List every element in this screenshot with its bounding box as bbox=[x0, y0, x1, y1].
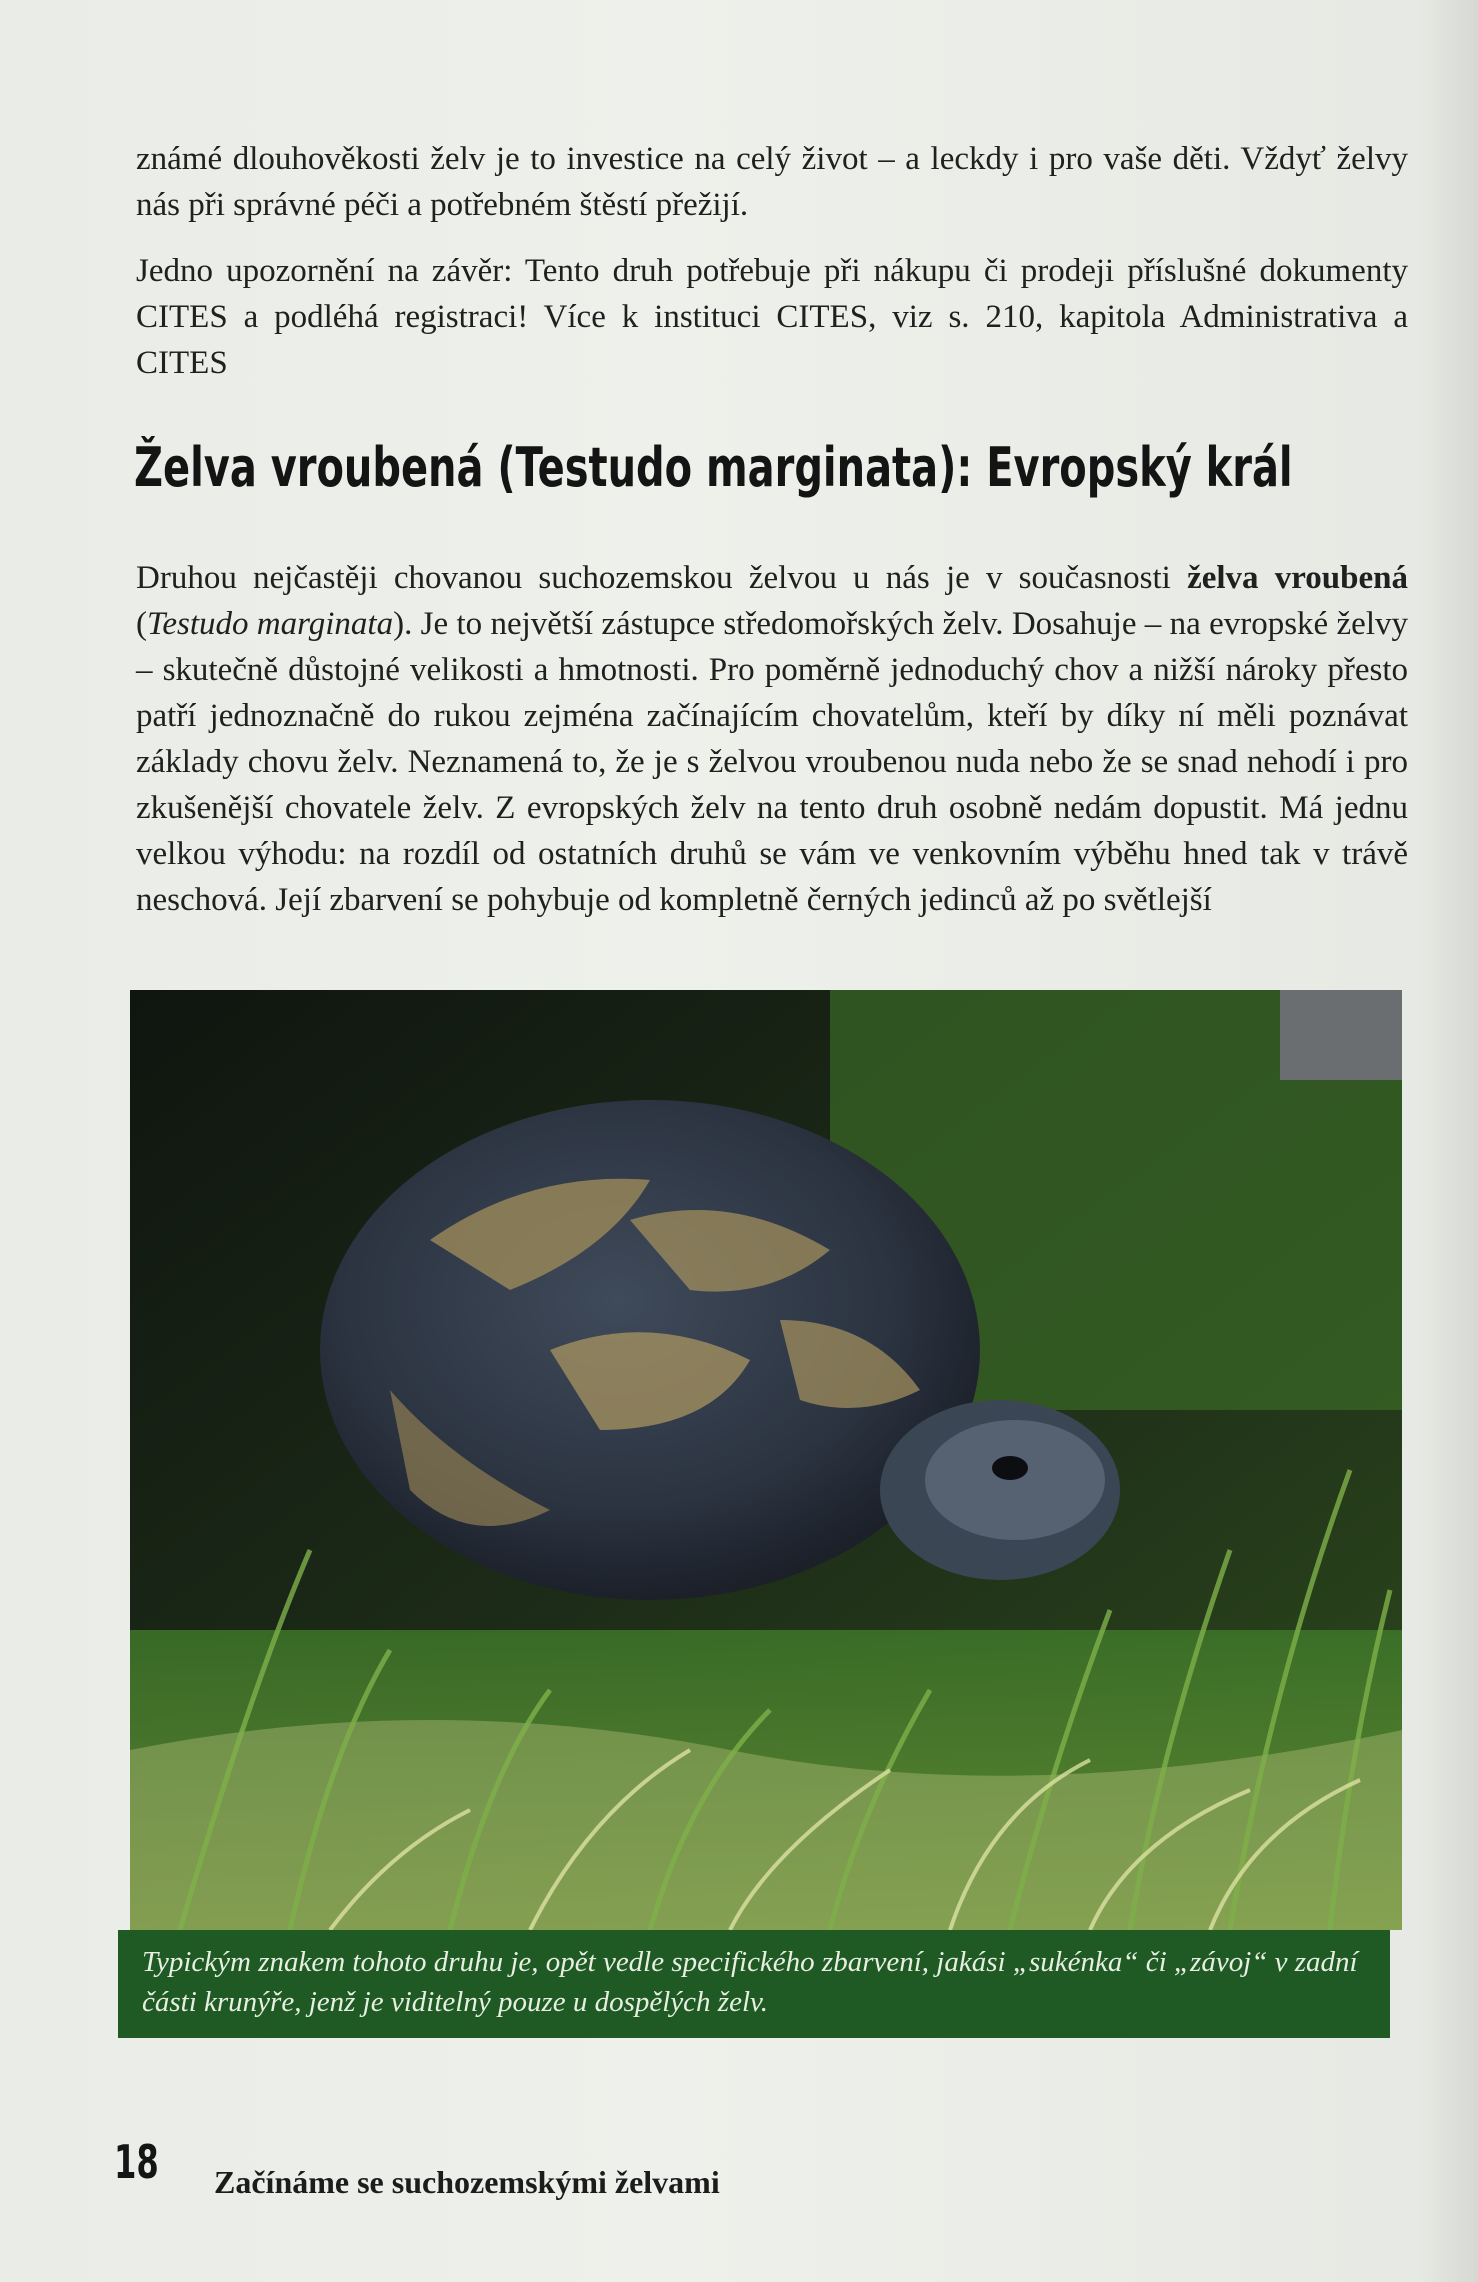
paragraph-3-paren: ( bbox=[136, 606, 147, 642]
paragraph-cites-note bbox=[136, 248, 1408, 386]
paragraph-1-text: známé dlouhověkosti želv je to investice na celý život – a leckdy i pro vaše děti. Vždyť želvy nás při správné péči a potřebném štěstí přežijí. bbox=[136, 141, 1408, 223]
paragraph-continuation bbox=[136, 136, 1408, 228]
running-footer-title: Začínáme se suchozemskými želvami bbox=[214, 2164, 720, 2200]
species-name-bold: želva vroubená bbox=[1187, 560, 1408, 596]
paragraph-intro bbox=[136, 555, 1408, 923]
paragraph-3-rest: ). Je to největší zástupce středomořských želv. Dosahuje – na evropské želvy – skutečně důstojné velikosti a hmotnosti. Pro poměrně jednoduchý chov a nižší nároky přesto patří jednoznačně do rukou zejména začínajícím chovatelům, kteří by díky ní měli poznávat základy chovu želv. Neznamená to, že je s želvou vroubenou nuda nebo že se snad nehodí i pro zkušenější chovatele želv. Z evropských želv na tento druh osobně nedám dopustit. Má jednu velkou výhodu: na rozdíl od ostatních druhů se vám ve venkovním výběhu hned tak v trávě neschová. Její zbarvení se pohybuje od kompletně černých jedinců až po světlejší bbox=[136, 606, 1408, 918]
paragraph-3-text bbox=[136, 555, 1408, 923]
section-heading: Želva vroubená (Testudo marginata): Evropský král bbox=[134, 436, 1293, 499]
species-latin-italic: Testudo marginata bbox=[147, 606, 394, 642]
photo-caption: Typickým znakem tohoto druhu je, opět vedle specifického zbarvení, jakási „sukénka“ či „závoj“ v zadní části krunýře, jenž je viditelný pouze u dospělých želv. bbox=[118, 1930, 1390, 2038]
paragraph-2-text: Jedno upozornění na závěr: Tento druh potřebuje při nákupu či prodeji příslušné dokumenty CITES a podléhá registraci! Více k instituci CITES, viz s. 210, kapitola Administrativa a CITES bbox=[136, 253, 1408, 381]
page-number: 18 bbox=[114, 2135, 159, 2189]
tortoise-photo bbox=[130, 990, 1402, 1930]
paragraph-3-lead: Druhou nejčastěji chovanou suchozemskou želvou u nás je v současnosti bbox=[136, 560, 1188, 596]
page-edge-shadow bbox=[1418, 0, 1478, 2282]
